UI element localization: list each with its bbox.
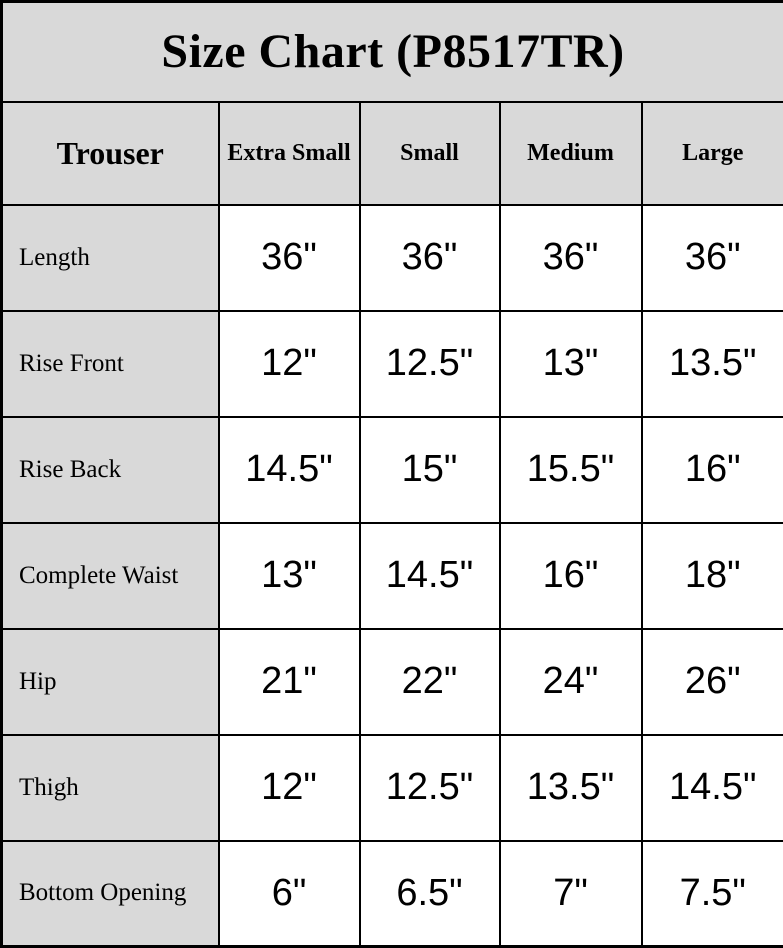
table-row xyxy=(2,523,783,629)
column-header-extra-small: Extra Small xyxy=(219,102,360,205)
cell-value: 7" xyxy=(500,841,642,947)
cell-value: 15.5" xyxy=(500,417,642,523)
column-header-trouser: Trouser xyxy=(2,102,219,205)
cell-value: 12.5" xyxy=(360,735,500,841)
table-row xyxy=(2,841,783,947)
column-header-medium: Medium xyxy=(500,102,642,205)
cell-value: 16" xyxy=(642,417,783,523)
cell-value: 6.5" xyxy=(360,841,500,947)
row-label: Length xyxy=(2,205,219,311)
cell-value: 13.5" xyxy=(500,735,642,841)
table-row xyxy=(2,417,783,523)
cell-value: 13.5" xyxy=(642,311,783,417)
cell-value: 36" xyxy=(500,205,642,311)
cell-value: 36" xyxy=(219,205,360,311)
cell-value: 12" xyxy=(219,735,360,841)
cell-value: 12.5" xyxy=(360,311,500,417)
cell-value: 22" xyxy=(360,629,500,735)
cell-value: 6" xyxy=(219,841,360,947)
cell-value: 36" xyxy=(642,205,783,311)
cell-value: 21" xyxy=(219,629,360,735)
row-label: Bottom Opening xyxy=(2,841,219,947)
cell-value: 14.5" xyxy=(360,523,500,629)
table-row xyxy=(2,735,783,841)
cell-value: 7.5" xyxy=(642,841,783,947)
row-label: Complete Waist xyxy=(2,523,219,629)
cell-value: 14.5" xyxy=(219,417,360,523)
table-row xyxy=(2,629,783,735)
header-row xyxy=(2,102,783,205)
cell-value: 12" xyxy=(219,311,360,417)
row-label: Rise Back xyxy=(2,417,219,523)
row-label: Rise Front xyxy=(2,311,219,417)
chart-title: Size Chart (P8517TR) xyxy=(2,2,783,102)
table-row xyxy=(2,205,783,311)
cell-value: 16" xyxy=(500,523,642,629)
table-row xyxy=(2,311,783,417)
column-header-small: Small xyxy=(360,102,500,205)
title-row xyxy=(2,2,783,102)
cell-value: 15" xyxy=(360,417,500,523)
size-chart-body xyxy=(2,205,783,947)
row-label: Thigh xyxy=(2,735,219,841)
cell-value: 18" xyxy=(642,523,783,629)
cell-value: 36" xyxy=(360,205,500,311)
cell-value: 26" xyxy=(642,629,783,735)
column-header-large: Large xyxy=(642,102,783,205)
cell-value: 13" xyxy=(500,311,642,417)
row-label: Hip xyxy=(2,629,219,735)
cell-value: 24" xyxy=(500,629,642,735)
cell-value: 14.5" xyxy=(642,735,783,841)
cell-value: 13" xyxy=(219,523,360,629)
